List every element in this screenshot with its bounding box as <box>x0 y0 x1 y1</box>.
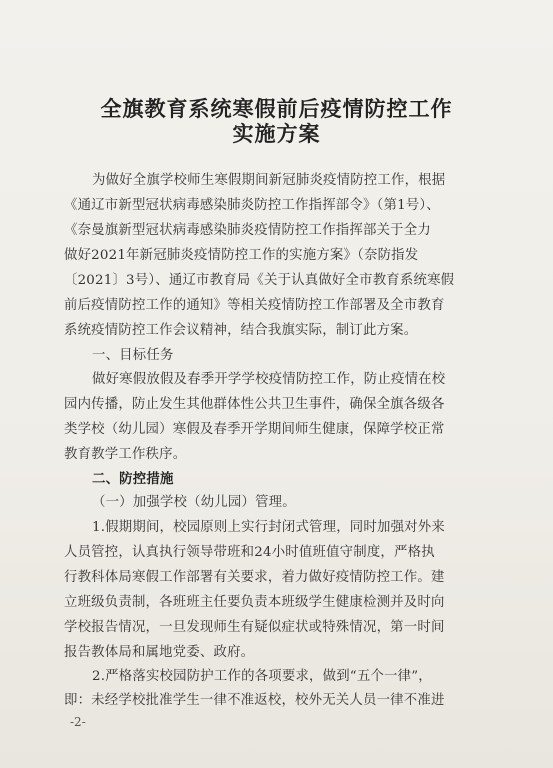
section-heading: 一、目标任务 <box>92 348 174 363</box>
body-line: 园内传播，防止发生其他群体性公共卫生事件，确保全旗各级各 <box>64 397 445 412</box>
document-title-line2: 实施方案 <box>232 121 321 146</box>
body-line: 2.严格落实校园防护工作的各项要求，做到“五个一律”， <box>92 669 432 684</box>
body-line: 行教科体局寒假工作部署有关要求，着力做好疫情防控工作。建 <box>64 570 445 585</box>
body-line: 人员管控，认真执行领导带班和24小时值班值守制度，严格执 <box>64 545 435 560</box>
body-line: 做好寒假放假及春季开学学校疫情防控工作，防止疫情在校 <box>92 372 446 387</box>
body-line: 类学校（幼儿园）寒假及春季开学期间师生健康，保障学校正常 <box>64 422 445 437</box>
body-line: 前后疫情防控工作的通知》等相关疫情防控工作部署及全市教育 <box>64 298 445 313</box>
body-line: 报告教体局和属地党委、政府。 <box>64 645 255 660</box>
body-line: 系统疫情防控工作会议精神，结合我旗实际，制订此方案。 <box>64 323 418 338</box>
body-line: 即：未经学校批准学生一律不准返校，校外无关人员一律不准进 <box>64 693 445 708</box>
body-line: 学校报告情况，一旦发现师生有疑似症状或特殊情况，第一时间 <box>64 620 445 635</box>
body-line: 教育教学工作秩序。 <box>64 447 187 462</box>
body-line: 《奈曼旗新型冠状病毒感染肺炎疫情防控工作指挥部关于全力 <box>64 223 431 238</box>
document-title-line1: 全旗教育系统寒假前后疫情防控工作 <box>100 96 453 121</box>
body-line: 〔2021〕3号）、通辽市教育局《关于认真做好全市教育系统寒假 <box>64 273 455 288</box>
subsection-heading: （一）加强学校（幼儿园）管理。 <box>92 495 296 510</box>
body-line: 为做好全旗学校师生寒假期间新冠肺炎疫情防控工作，根据 <box>92 173 446 188</box>
section-heading: 二、防控措施 <box>92 471 174 487</box>
body-line: 1.假期期间，校园原则上实行封闭式管理，同时加强对外来 <box>92 520 445 535</box>
body-line: 《通辽市新型冠状病毒感染肺炎防控工作指挥部令》（第1号）、 <box>64 198 440 213</box>
body-line: 做好2021年新冠肺炎疫情防控工作的实施方案》（奈防指发 <box>64 248 419 263</box>
body-line: 立班级负责制，各班班主任要负责本班级学生健康检测并及时向 <box>64 595 445 610</box>
page-number: -2- <box>70 715 86 729</box>
